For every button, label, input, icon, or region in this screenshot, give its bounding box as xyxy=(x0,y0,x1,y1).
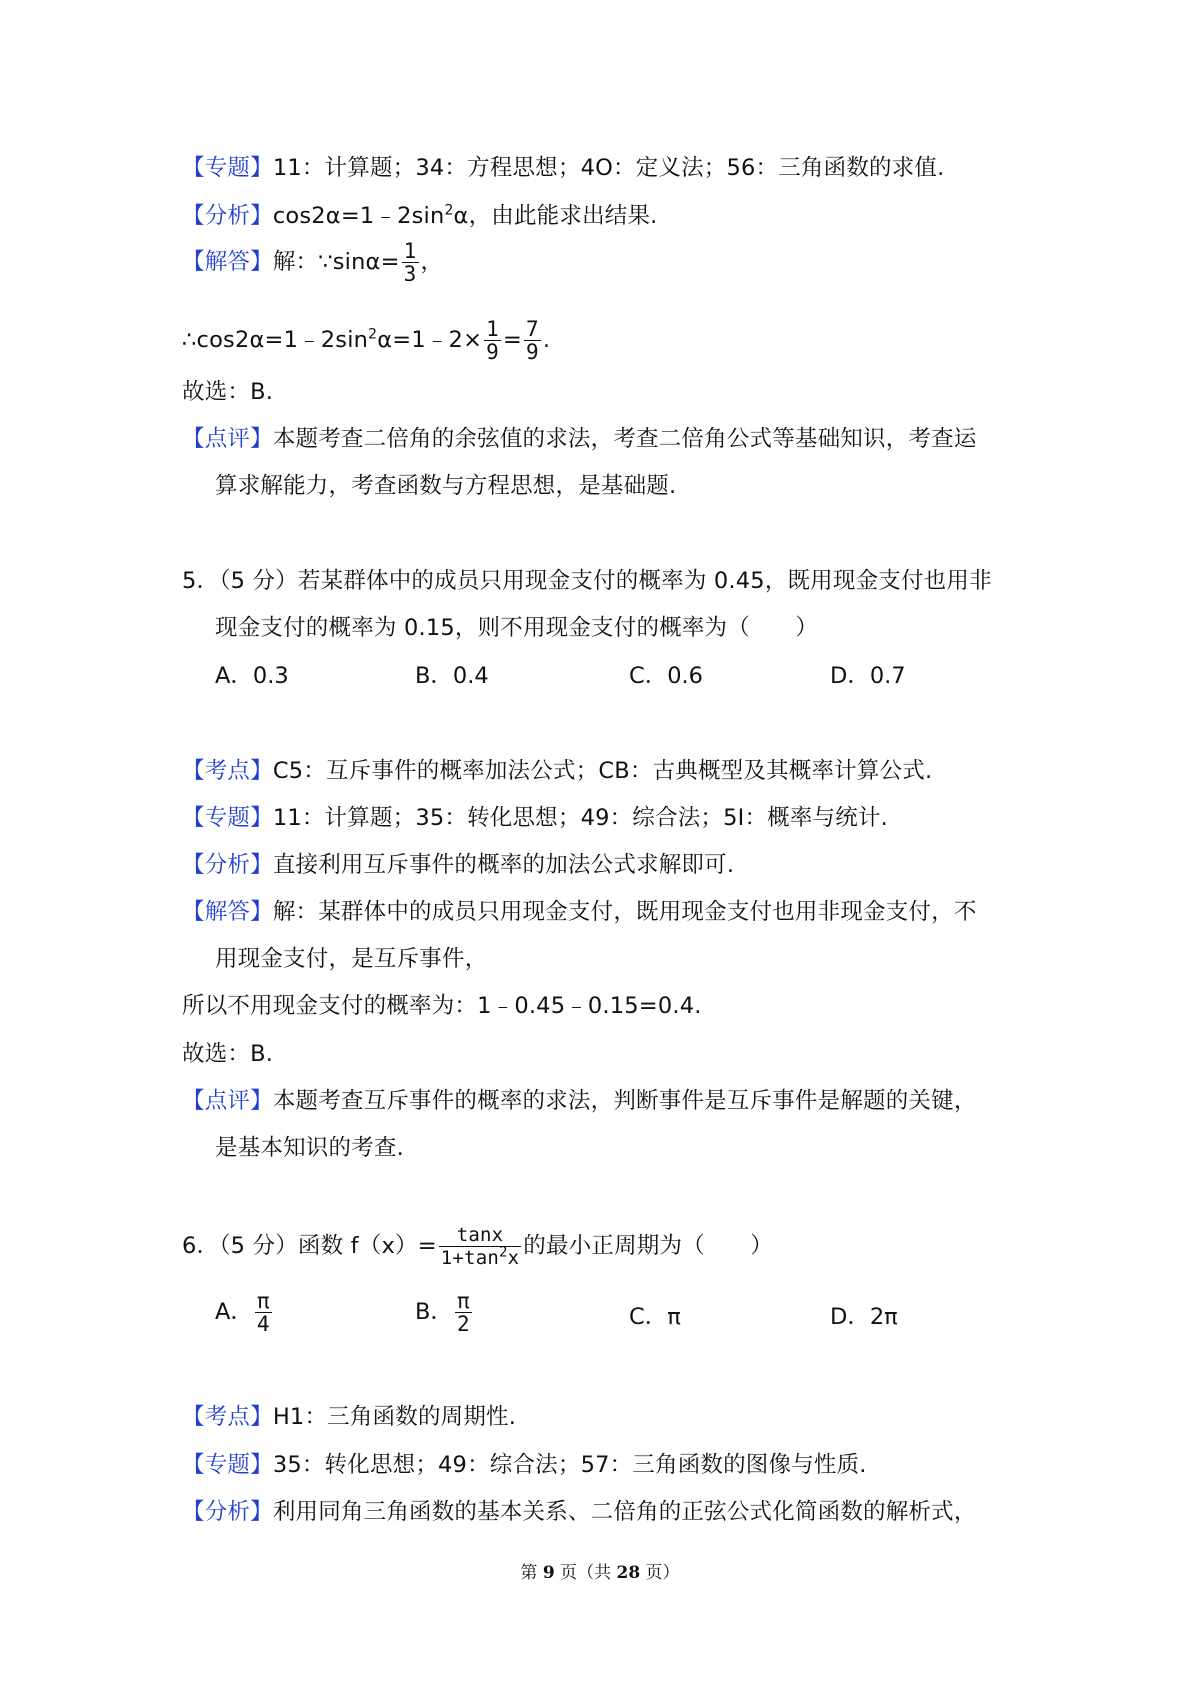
calc-line xyxy=(182,318,550,363)
q6-zhuanti-line xyxy=(182,1450,867,1480)
zhuanti-tag: 【专题】 xyxy=(182,1452,273,1478)
guxuan-line: 故选：B. xyxy=(182,379,274,405)
q5-dianping-line-2: 是基本知识的考查. xyxy=(215,1135,404,1161)
frac-num: π xyxy=(256,1289,270,1313)
calc-sup: 2 xyxy=(368,326,378,343)
q5-zhuanti-line xyxy=(182,803,888,833)
calc-mid: α=1﹣2× xyxy=(377,327,483,353)
kaodian-text: H1：三角函数的周期性. xyxy=(272,1404,517,1430)
den-post: x xyxy=(507,1247,520,1269)
zhuanti-tag: 【专题】 xyxy=(182,805,273,831)
q5-guxuan-line: 故选：B. xyxy=(182,1041,274,1067)
q6-stem-post: 的最小正周期为（ ） xyxy=(523,1233,773,1259)
fenxi-text-pre: cos2α=1﹣2sin xyxy=(272,203,445,229)
kaodian-tag: 【考点】 xyxy=(182,1404,273,1430)
fraction-seven-ninths xyxy=(524,318,541,363)
q5-jieda-line xyxy=(182,897,977,927)
q5-calc-line: 所以不用现金支付的概率为：1﹣0.45﹣0.15=0.4. xyxy=(182,993,702,1019)
fraction-one-ninth xyxy=(484,318,501,363)
jieda-tag: 【解答】 xyxy=(182,249,273,275)
jieda-tag: 【解答】 xyxy=(182,899,273,925)
frac-num: 7 xyxy=(526,317,539,341)
calc-eq: = xyxy=(502,327,523,353)
frac-num: 1 xyxy=(486,317,499,341)
dianping-line xyxy=(182,424,977,454)
calc-pre: ∴cos2α=1﹣2sin xyxy=(182,327,369,353)
frac-den: 9 xyxy=(486,340,499,364)
jieda-text-1: 解：某群体中的成员只用现金支付，既用现金支付也用非现金支付，不 xyxy=(272,899,977,925)
fraction-pi-over-2 xyxy=(455,1290,472,1335)
footer-post: 页） xyxy=(640,1563,680,1583)
fraction-one-third xyxy=(402,240,419,285)
frac-den: 3 xyxy=(403,262,417,286)
q5-stem-line-1: 5．（5 分）若某群体中的成员只用现金支付的概率为 0.45，既用现金支付也用非 xyxy=(182,568,992,594)
kaodian-tag: 【考点】 xyxy=(182,758,273,784)
q6-option-d: D．2π xyxy=(830,1304,898,1330)
fenxi-text: 直接利用互斥事件的概率的加法公式求解即可. xyxy=(272,852,735,878)
den-pre: 1+tan xyxy=(440,1247,499,1269)
fenxi-sup: 2 xyxy=(444,202,454,219)
calc-end: . xyxy=(542,327,551,353)
q6-option-b xyxy=(415,1290,474,1335)
frac-num: tanx xyxy=(439,1224,521,1247)
q5-kaodian-line xyxy=(182,756,932,786)
option-label: A． xyxy=(215,1299,253,1325)
total-pages: 28 xyxy=(616,1563,641,1583)
fenxi-tag: 【分析】 xyxy=(182,852,273,878)
jieda-comma: ， xyxy=(420,249,444,275)
frac-den: 2 xyxy=(456,1312,470,1336)
q6-fenxi-line xyxy=(182,1497,977,1527)
frac-den: 9 xyxy=(526,340,539,364)
q5-dianping-line xyxy=(182,1086,977,1116)
dianping-text-1: 本题考查互斥事件的概率的求法，判断事件是互斥事件是解题的关键， xyxy=(272,1088,977,1114)
q5-option-a: A．0.3 xyxy=(215,663,289,689)
dianping-text-1: 本题考查二倍角的余弦值的求法，考查二倍角公式等基础知识，考查运 xyxy=(272,426,977,452)
q6-kaodian-line xyxy=(182,1402,516,1432)
q6-stem-pre: 6．（5 分）函数 f（x）= xyxy=(182,1233,437,1259)
zhuanti-text: 11：计算题；34：方程思想；4O：定义法；56：三角函数的求值. xyxy=(272,155,945,181)
fenxi-text: 利用同角三角函数的基本关系、二倍角的正弦公式化简函数的解析式， xyxy=(272,1499,977,1525)
page-number: 9 xyxy=(542,1563,555,1583)
q5-jieda-line-2: 用现金支付，是互斥事件， xyxy=(215,946,488,972)
fenxi-tag: 【分析】 xyxy=(182,203,273,229)
footer-pre: 第 xyxy=(520,1563,543,1583)
page-footer xyxy=(0,1558,1200,1583)
dianping-tag: 【点评】 xyxy=(182,1088,273,1114)
frac-num: 1 xyxy=(403,239,417,263)
fenxi-tag: 【分析】 xyxy=(182,1499,273,1525)
fraction-tanx-over-1-plus-tan2x xyxy=(439,1224,521,1269)
dianping-line-2: 算求解能力，考查函数与方程思想，是基础题. xyxy=(215,473,677,499)
zhuanti-text: 11：计算题；35：转化思想；49：综合法；5I：概率与统计. xyxy=(272,805,889,831)
q5-option-b: B．0.4 xyxy=(415,663,489,689)
den-sup: 2 xyxy=(498,1244,508,1261)
frac-den: 4 xyxy=(256,1312,270,1336)
kaodian-text: C5：互斥事件的概率加法公式；CB：古典概型及其概率计算公式. xyxy=(272,758,933,784)
fenxi-text-post: α，由此能求出结果. xyxy=(453,203,658,229)
zhuanti-text: 35：转化思想；49：综合法；57：三角函数的图像与性质. xyxy=(272,1452,867,1478)
zhuanti-tag: 【专题】 xyxy=(182,155,273,181)
jieda-line xyxy=(182,240,443,285)
frac-num: π xyxy=(456,1289,470,1313)
q6-option-a xyxy=(215,1290,274,1335)
jieda-text: 解：∵sinα= xyxy=(272,249,400,275)
zhuanti-line xyxy=(182,153,944,183)
dianping-tag: 【点评】 xyxy=(182,426,273,452)
footer-mid: 页（共 xyxy=(554,1563,617,1583)
q6-option-c: C．π xyxy=(629,1304,681,1330)
q6-stem-line xyxy=(182,1224,773,1269)
option-label: B． xyxy=(415,1299,453,1325)
fenxi-line xyxy=(182,201,658,231)
q5-stem-line-2: 现金支付的概率为 0.15，则不用现金支付的概率为（ ） xyxy=(215,615,819,641)
fraction-pi-over-4 xyxy=(255,1290,272,1335)
q5-option-d: D．0.7 xyxy=(830,663,906,689)
q5-fenxi-line xyxy=(182,850,734,880)
q5-option-c: C．0.6 xyxy=(629,663,703,689)
frac-den xyxy=(439,1244,521,1269)
